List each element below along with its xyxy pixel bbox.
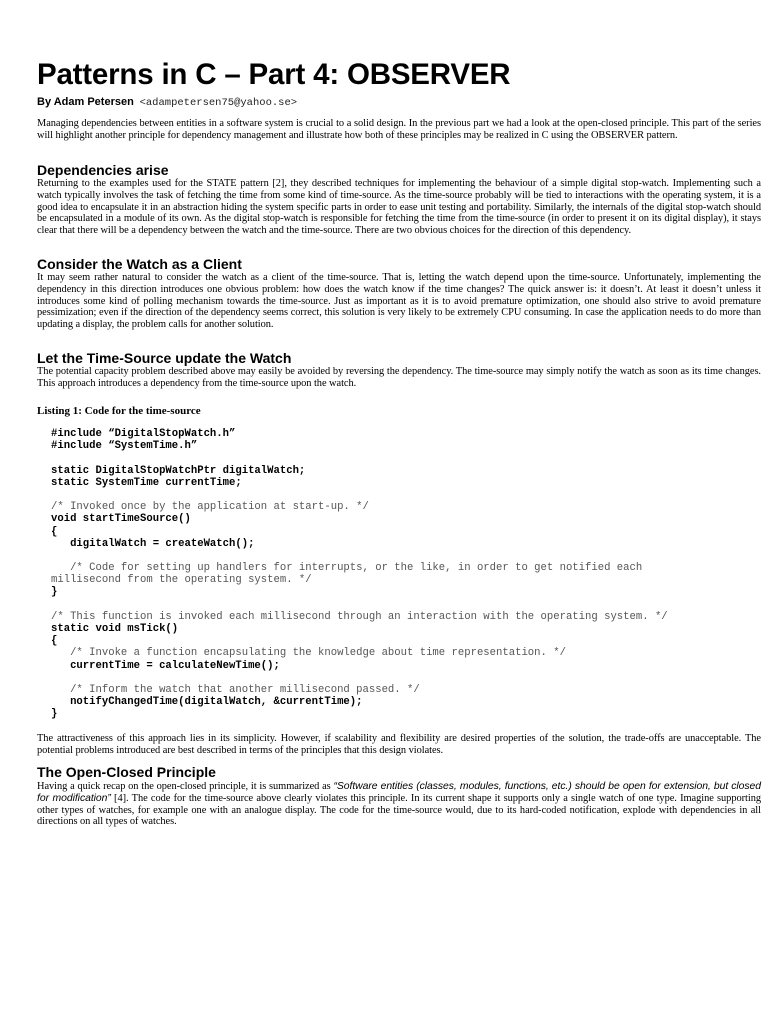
- code-line: /* Invoked once by the application at start-up. */: [51, 501, 369, 514]
- code-line: {: [51, 525, 58, 538]
- code-line: digitalWatch = createWatch();: [51, 537, 255, 550]
- open-closed-rest: [4]. The code for the time-source above clearly violates this principle. In its current shape it supports only a single watch of one type. Imagine supporting other types of watches, for example one with an analogue display. The code for the time-source would, due to its hard-coded notification, explode with dependencies in all directions on all types of watches.: [37, 792, 761, 828]
- code-line: /* Invoke a function encapsulating the knowledge about time representation. */: [51, 647, 566, 660]
- attractiveness-paragraph: The attractiveness of this approach lies in its simplicity. However, if scalability and flexibility are desired properties of the solution, the trade-offs are unacceptable. The potential problems introduced are best described in terms of the principles that this design violates.: [37, 733, 761, 756]
- code-line: }: [51, 708, 58, 721]
- byline: [37, 95, 297, 110]
- code-line: [51, 599, 751, 611]
- article-title: Patterns in C – Part 4: OBSERVER: [37, 58, 511, 91]
- code-line: #include “SystemTime.h”: [51, 440, 198, 453]
- code-line: [51, 672, 751, 684]
- code-line: {: [51, 635, 58, 648]
- dependencies-paragraph: Returning to the examples used for the STATE pattern [2], they described techniques for implementing the behaviour of a simple digital stop-watch. Implementing such a watch typically involves the task of fetching the time from some kind of time-source. As the time-source probably will be tied to interactions with the operating system, it is a good idea to encapsulate it in an abstraction hiding the system specific parts in order to ease unit testing and portability. Similarly, the internals of the digital stop-watch should be encapsulated in a module of its own. As the digital stop-watch is responsible for fetching the time from the time-source (in order to present it on its digital display), it stays clear that there will be a dependency between the watch and the time-source. There are two obvious choices for the direction of this dependency.: [37, 178, 761, 237]
- code-line: [51, 489, 751, 501]
- heading-dependencies: Dependencies arise: [37, 162, 169, 178]
- code-line: #include “DigitalStopWatch.h”: [51, 428, 236, 440]
- code-line: /* This function is invoked each millisecond through an interaction with the operating system. */: [51, 610, 668, 623]
- code-line: [51, 550, 751, 562]
- code-line: [51, 452, 751, 464]
- timesource-paragraph: The potential capacity problem described above may easily be avoided by reversing the dependency. The time-source may simply notify the watch as soon as its time changes. This approach introduces a dependency from the time-source upon the watch.: [37, 366, 761, 389]
- open-closed-paragraph: [37, 781, 761, 828]
- heading-timesource: Let the Time-Source update the Watch: [37, 350, 292, 366]
- code-line: currentTime = calculateNewTime();: [51, 659, 280, 672]
- code-line: static SystemTime currentTime;: [51, 476, 242, 489]
- code-line: }: [51, 586, 58, 599]
- code-line: static void msTick(): [51, 623, 179, 635]
- listing-title: Listing 1: Code for the time-source: [37, 405, 201, 417]
- author-email[interactable]: <adampetersen75@yahoo.se>: [139, 97, 298, 109]
- code-listing: [51, 428, 751, 721]
- intro-paragraph: Managing dependencies between entities in a software system is crucial to a solid design. In the previous part we had a look at the open-closed principle. This part of the series will highlight another principle for dependency management and illustrate how both of these principles may be realized in C using the OBSERVER pattern.: [37, 118, 761, 141]
- code-line: static DigitalStopWatchPtr digitalWatch;: [51, 464, 306, 477]
- code-line: notifyChangedTime(digitalWatch, &currentTime);: [51, 696, 363, 709]
- client-paragraph: It may seem rather natural to consider the watch as a client of the time-source. That is, letting the watch depend upon the time-source. Unfortunately, implementing the dependency in this direction introduces one obvious problem: how does the watch know if the time changes? The quick answer is: it doesn’t. At least it doesn’t unless it introduces some kind of polling mechanism towards the time-source. Just as important as it is to avoid premature optimization, one should also strive to avoid premature pessimization; even if the direction of the dependency seems correct, this solution is very likely to be extremely CPU consuming. In case the application needs to do more than updating a display, the problem calls for another solution.: [37, 272, 761, 331]
- open-closed-intro: Having a quick recap on the open-closed principle, it is summarized as: [37, 781, 334, 792]
- heading-open-closed: The Open-Closed Principle: [37, 764, 216, 780]
- code-line: /* Code for setting up handlers for interrupts, or the like, in order to get notified each: [51, 562, 643, 575]
- open-closed-quote: “Software entities (classes, modules, functions, etc.) should be open for extension, but closed for modification”: [37, 781, 761, 804]
- code-line: void startTimeSource(): [51, 513, 191, 526]
- code-line: /* Inform the watch that another millisecond passed. */: [51, 683, 420, 696]
- author-name: By Adam Petersen: [37, 96, 134, 108]
- code-line: millisecond from the operating system. */: [51, 574, 312, 587]
- heading-client: Consider the Watch as a Client: [37, 256, 242, 272]
